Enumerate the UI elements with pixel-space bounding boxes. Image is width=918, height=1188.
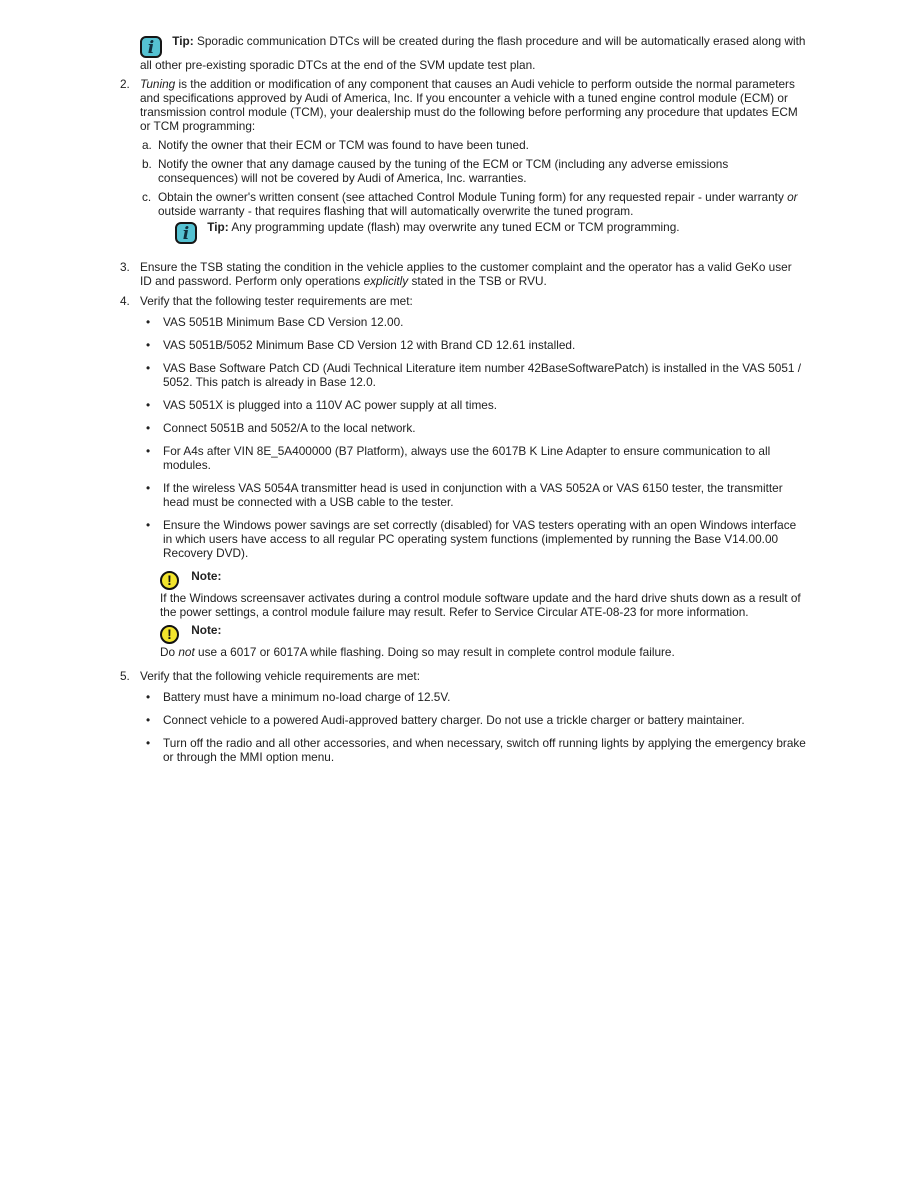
item-text: Turn off the radio and all other accessories, and when necessary, switch off running lights by applying the emergency brake or through the MMI option menu.	[163, 736, 806, 764]
item-text: VAS Base Software Patch CD (Audi Technical Literature item number 42BaseSoftwarePatch) is installed in the VAS 5051 / 5052. This patch is already in Base 12.0.	[163, 361, 802, 389]
bullet-marker: •	[146, 338, 151, 352]
note-label: Note:	[191, 623, 222, 637]
item-text: Battery must have a minimum no-load charge of 12.5V.	[163, 690, 451, 704]
tip-label: Tip:	[172, 34, 194, 48]
item-text: VAS 5051B Minimum Base CD Version 12.00.	[163, 315, 404, 329]
tip-label: Tip:	[207, 220, 229, 234]
list-item	[146, 421, 806, 435]
item-letter: a.	[142, 138, 152, 152]
item-letter: c.	[142, 190, 152, 204]
note-callout-2	[160, 623, 806, 659]
list-item	[146, 315, 806, 329]
bullet-marker: •	[146, 690, 151, 704]
warning-icon: !	[160, 571, 179, 590]
item-text: Notify the owner that any damage caused by the tuning of the ECM or TCM (including any adverse emissions consequences) will not be covered by Audi of America, Inc. warranties.	[158, 157, 729, 185]
item-text: Connect vehicle to a powered Audi-approved battery charger. Do not use a trickle charger or battery maintainer.	[163, 713, 745, 727]
note-text: Do not use a 6017 or 6017A while flashing. Doing so may result in complete control module failure.	[160, 645, 675, 659]
tip-text: Sporadic communication DTCs will be created during the flash procedure and will be automatically erased along with all other pre-existing sporadic DTCs at the end of the SVM update test plan.	[140, 34, 806, 72]
lettered-sublist	[140, 138, 806, 249]
note-text: If the Windows screensaver activates during a control module software update and the hard drive shuts down as a result of the power settings, a control module failure may result. Refer to Service Circular ATE-08-23 for more information.	[160, 591, 801, 619]
bullet-marker: •	[146, 713, 151, 727]
item-text: For A4s after VIN 8E_5A400000 (B7 Platform), always use the 6017B K Line Adapter to ensure communication to all modules.	[163, 444, 771, 472]
bullet-marker: •	[146, 398, 151, 412]
item-letter: b.	[142, 157, 152, 171]
item-text: Ensure the TSB stating the condition in the vehicle applies to the customer complaint and the operator has a valid GeKo user ID and password. Perform only operations explicitly stated in the TSB or RVU.	[140, 260, 792, 288]
lettered-item-a	[142, 138, 806, 152]
item-text: If the wireless VAS 5054A transmitter head is used in conjunction with a VAS 5052A or VAS 6150 tester, the transmitter head must be connected with a USB cable to the tester.	[163, 481, 783, 509]
list-item	[146, 338, 806, 352]
item-text: Ensure the Windows power savings are set correctly (disabled) for VAS testers operating with an open Windows interface in which users have access to all regular PC operating system functions (implemented by running the Base V14.00.00 Recovery DVD).	[163, 518, 797, 560]
bullet-list	[140, 690, 806, 764]
list-item	[146, 736, 806, 764]
list-item	[146, 398, 806, 412]
item-text: VAS 5051X is plugged into a 110V AC power supply at all times.	[163, 398, 498, 412]
bullet-marker: •	[146, 481, 151, 495]
tip-text: Any programming update (flash) may overwrite any tuned ECM or TCM programming.	[231, 220, 680, 234]
tip-callout-1	[140, 34, 806, 72]
note-callout-1	[160, 569, 806, 619]
lettered-item-c	[142, 190, 806, 249]
tip-callout-2	[175, 220, 806, 244]
warning-icon: !	[160, 625, 179, 644]
info-icon: i	[140, 36, 162, 58]
list-item	[146, 713, 806, 727]
item-text: Verify that the following tester requirements are met:	[140, 294, 413, 308]
numbered-item-3	[120, 260, 806, 288]
numbered-item-5	[120, 669, 806, 773]
item-text: Tuning is the addition or modification of any component that causes an Audi vehicle to perform outside the normal parameters and specifications approved by Audi of America, Inc. If you encounter a vehicle with a tuned engine control module (ECM) or transmission control module (TCM), your dealership must do the following before performing any procedure that updates ECM or TCM programming:	[140, 77, 798, 133]
item-number: 5.	[120, 669, 130, 683]
item-body	[140, 77, 806, 254]
bullet-list	[140, 315, 806, 560]
item-text: Verify that the following vehicle requirements are met:	[140, 669, 420, 683]
list-item	[146, 444, 806, 472]
list-item	[146, 690, 806, 704]
numbered-item-4	[120, 294, 806, 663]
item-number: 4.	[120, 294, 130, 308]
bullet-marker: •	[146, 421, 151, 435]
item-text: Notify the owner that their ECM or TCM was found to have been tuned.	[158, 138, 529, 152]
item-text: Obtain the owner's written consent (see attached Control Module Tuning form) for any requested repair - under warranty or outside warranty - that requires flashing that will automatically overwrite the tuned program.	[158, 190, 798, 218]
list-item	[146, 481, 806, 509]
lettered-item-b	[142, 157, 806, 185]
bullet-marker: •	[146, 315, 151, 329]
item-text: VAS 5051B/5052 Minimum Base CD Version 12 with Brand CD 12.61 installed.	[163, 338, 576, 352]
note-header	[160, 569, 806, 590]
bullet-marker: •	[146, 361, 151, 375]
numbered-item-2	[120, 77, 806, 254]
item-number: 2.	[120, 77, 130, 91]
note-label: Note:	[191, 569, 222, 583]
note-header	[160, 623, 806, 644]
bullet-marker: •	[146, 736, 151, 750]
item-text: Connect 5051B and 5052/A to the local network.	[163, 421, 416, 435]
list-item	[146, 361, 806, 389]
info-icon: i	[175, 222, 197, 244]
bullet-marker: •	[146, 518, 151, 532]
item-number: 3.	[120, 260, 130, 274]
list-item	[146, 518, 806, 560]
bullet-marker: •	[146, 444, 151, 458]
